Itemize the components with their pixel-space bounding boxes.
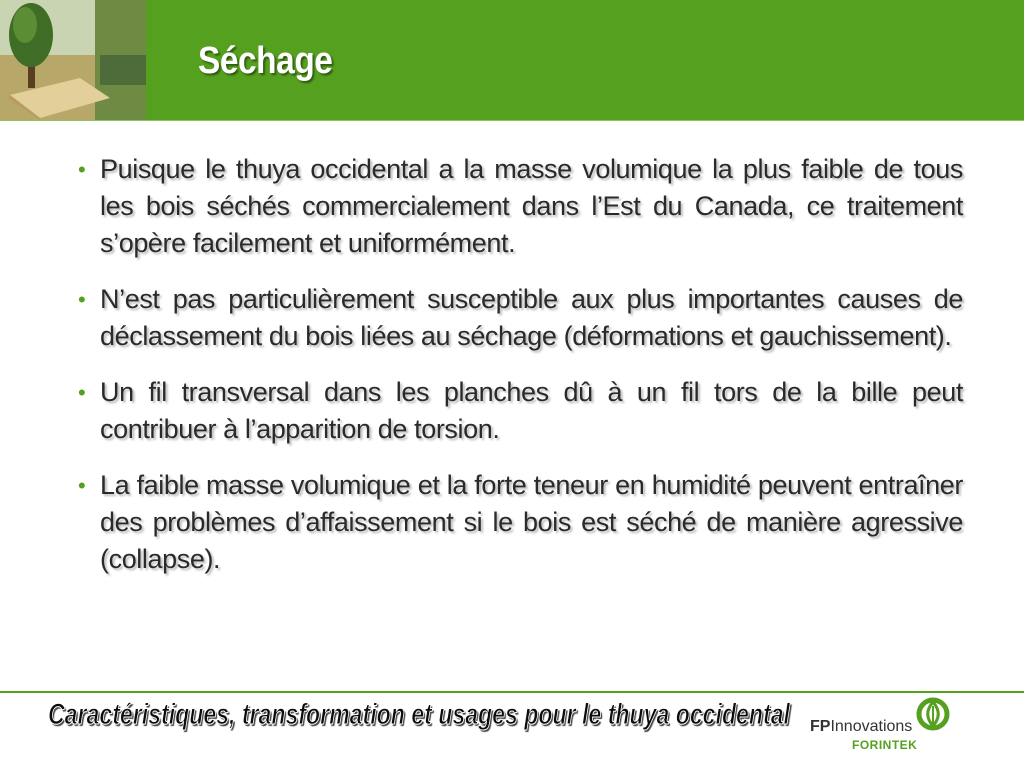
footer-divider: [0, 691, 1024, 693]
bullet-text: N’est pas particulièrement susceptible aux plus importantes causes de déclassement du bois liées au séchage (déformations et gauchissement).: [100, 284, 963, 351]
bullet-icon: •: [78, 473, 86, 498]
bullet-item: [78, 151, 963, 262]
slide-title: Séchage: [198, 40, 333, 82]
logo-wordmark: FPInnovations: [810, 718, 913, 735]
fpinnovations-logo: [810, 696, 960, 758]
bullet-item: [78, 281, 963, 355]
bullet-icon: •: [78, 287, 86, 312]
bullet-text: La faible masse volumique et la forte teneur en humidité peuvent entraîner des problèmes d’affaissement si le bois est séché de manière agressive (collapse).: [100, 470, 963, 574]
bullet-icon: •: [78, 380, 86, 405]
bullet-item: [78, 467, 963, 578]
tree-photo: [0, 0, 146, 120]
bullet-icon: •: [78, 157, 86, 182]
slide-header: [0, 0, 1024, 121]
fpinnovations-leaf-icon: [914, 696, 952, 732]
logo-forintek: FORINTEK: [852, 738, 918, 752]
bullet-item: [78, 374, 963, 448]
bullet-list: [78, 151, 963, 597]
bullet-text: Un fil transversal dans les planches dû à un fil tors de la bille peut contribuer à l’apparition de torsion.: [100, 377, 963, 444]
bullet-text: Puisque le thuya occidental a la masse volumique la plus faible de tous les bois séchés commercialement dans l’Est du Canada, ce traitement s’opère facilement et uniformément.: [100, 154, 963, 258]
footer-title: Caractéristiques, transformation et usages pour le thuya occidental: [48, 698, 790, 731]
